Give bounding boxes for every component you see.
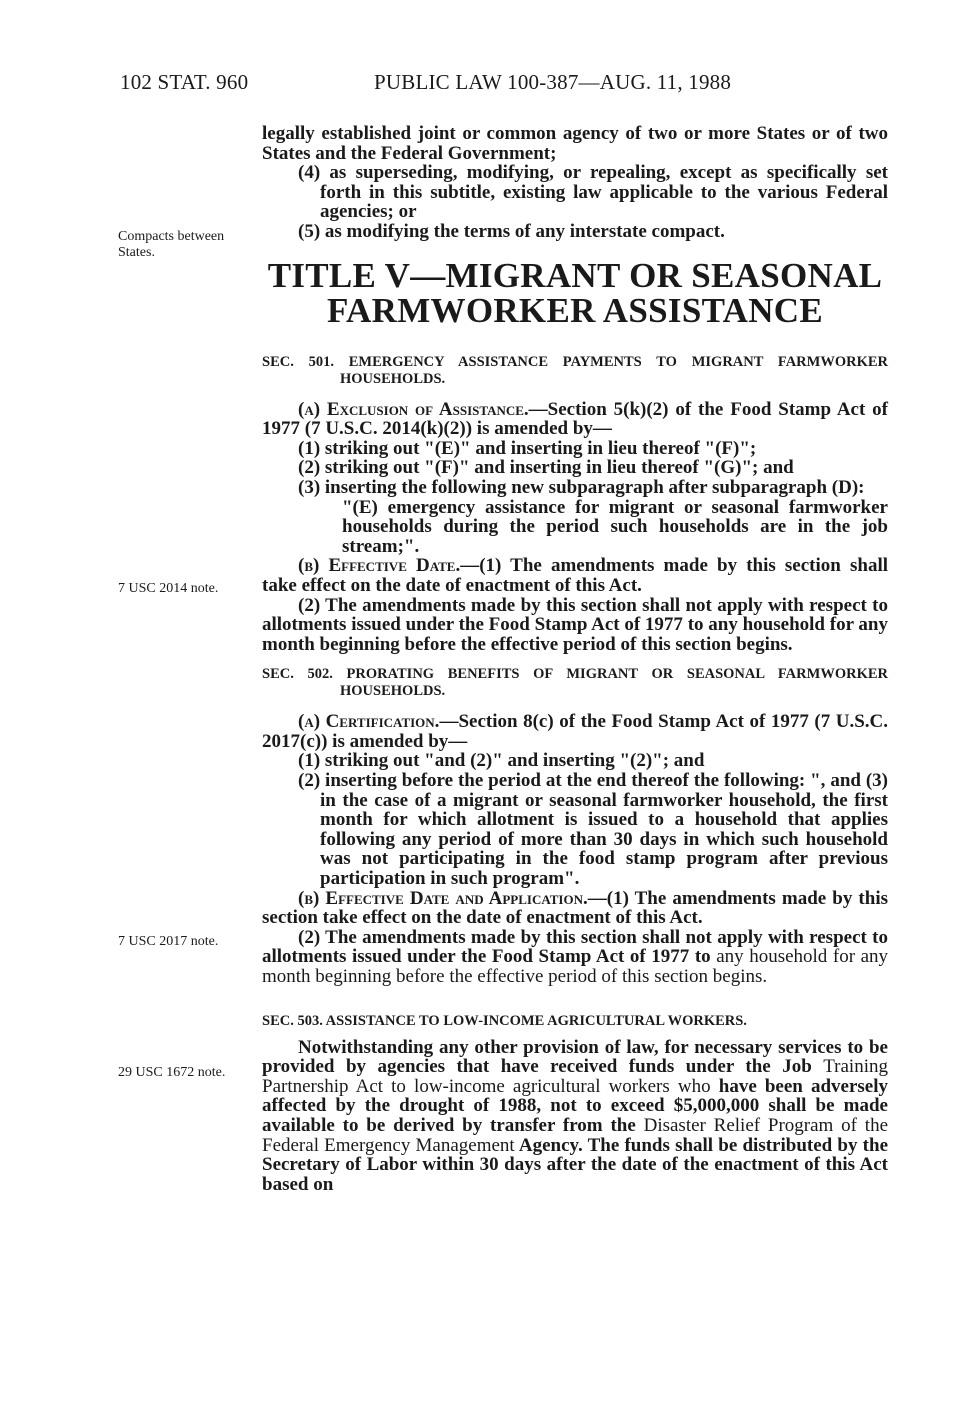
section-501-item-3: (3) inserting the following new subparagraph after subparagraph (D): [298, 476, 865, 498]
margin-note-29-usc-1672: 29 USC 1672 note. [118, 1065, 226, 1080]
section-503-heading: SEC. 503. ASSISTANCE TO LOW-INCOME AGRICULTURAL WORKERS. [262, 1012, 747, 1029]
section-501-subsection-b [262, 556, 888, 595]
paragraph-5: (5) as modifying the terms of any interstate compact. [298, 220, 725, 242]
page-reference: 102 STAT. 960 [120, 70, 249, 94]
margin-note-7-usc-2017: 7 USC 2017 note. [118, 934, 219, 949]
subsection-caption: (a) Exclusion of Assistance. [298, 398, 529, 420]
margin-note-7-usc-2014: 7 USC 2014 note. [118, 581, 219, 596]
section-501-item-1: (1) striking out "(E)" and inserting in lieu thereof "(F)"; [298, 437, 757, 459]
subsection-text-bold: (2) The amendments made by this section shall not apply with respect to allotments issued under the Food Stamp Act of 1977 to [262, 926, 888, 968]
subsection-text: —(1) The amendments made by this section take effect on the date of enactment of this Act. [262, 887, 888, 929]
subsection-text: —Section 5(k)(2) of the Food Stamp Act of 1977 (7 U.S.C. 2014(k)(2)) is amended by— [262, 398, 889, 440]
margin-note-compacts: Compacts between States. [118, 229, 225, 260]
section-503-text-2: Training Partnership Act to low-income agricultural workers who [262, 1056, 888, 1097]
subsection-caption: (b) Effective Date. [298, 555, 461, 577]
section-501-quoted-text: "(E) emergency assistance for migrant or seasonal farmworker households during the period such households are in the job stream;". [342, 496, 888, 557]
title-line-1: TITLE V—MIGRANT OR SEASONAL [267, 255, 883, 295]
section-501-subsection-b-2: (2) The amendments made by this section shall not apply with respect to allotments issued under the Food Stamp Act of 1977 to any household for any month beginning before the effective period of this section begins. [262, 594, 888, 655]
subsection-caption: (a) Certification. [298, 711, 440, 733]
paragraph-4: (4) as superseding, modifying, or repealing, except as specifically set forth in this subtitle, existing law applicable to the various Federal agencies; or [298, 162, 888, 223]
section-503-text-4: Disaster Relief Program of the Federal Emergency Management [262, 1114, 888, 1156]
subsection-text: —Section 8(c) of the Food Stamp Act of 1977 (7 U.S.C. 2017(c)) is amended by— [262, 711, 889, 752]
statute-body [262, 124, 888, 1194]
section-503-text-3: have been adversely affected by the drought of 1988, not to exceed $5,000,000 shall be made available to be derived by transfer from the [262, 1075, 889, 1136]
section-502-heading: SEC. 502. PRORATING BENEFITS OF MIGRANT OR SEASONAL FARMWORKER HOUSEHOLDS. [262, 666, 888, 700]
section-502-subsection-b-2 [262, 928, 888, 987]
section-501-item-2: (2) striking out "(F)" and inserting in lieu thereof "(G)"; and [298, 457, 794, 479]
section-502-item-1: (1) striking out "and (2)" and inserting "(2)"; and [298, 750, 705, 772]
subsection-text: —(1) The amendments made by this section shall take effect on the date of enactment of this Act. [262, 555, 888, 596]
section-503-text-5: Agency. The funds shall be distributed by the Secretary of Labor within 30 days after the date of the enactment of this Act based on [262, 1134, 889, 1195]
section-502-subsection-b [262, 889, 888, 928]
section-501-heading: SEC. 501. EMERGENCY ASSISTANCE PAYMENTS TO MIGRANT FARMWORKER HOUSEHOLDS. [262, 353, 888, 387]
section-502-item-2: (2) inserting before the period at the end thereof the following: ", and (3) in the case of a migrant or seasonal farmworker household, the first month for which allotment is issued to a household that applies following any period of more than 30 days in which such household was not participating in the food stamp program after previous participation in such program". [298, 770, 888, 890]
subsection-caption: (b) Effective Date and Application. [298, 887, 588, 909]
law-reference: PUBLIC LAW 100-387—AUG. 11, 1988 [374, 70, 732, 94]
title-heading [262, 255, 888, 330]
section-503-text-1: Notwithstanding any other provision of law, for necessary services to be provided by agencies that have received funds under the Job [262, 1036, 888, 1078]
paragraph-continuation: legally established joint or common agency of two or more States or of two States and the Federal Government; [262, 123, 888, 164]
section-501-subsection-a [262, 400, 888, 439]
subsection-text-plain: any household for any month beginning before the effective period of this section begins. [262, 946, 889, 987]
section-502-subsection-a [262, 712, 888, 751]
title-line-2: FARMWORKER ASSISTANCE [326, 290, 824, 330]
section-503-text [262, 1038, 888, 1195]
